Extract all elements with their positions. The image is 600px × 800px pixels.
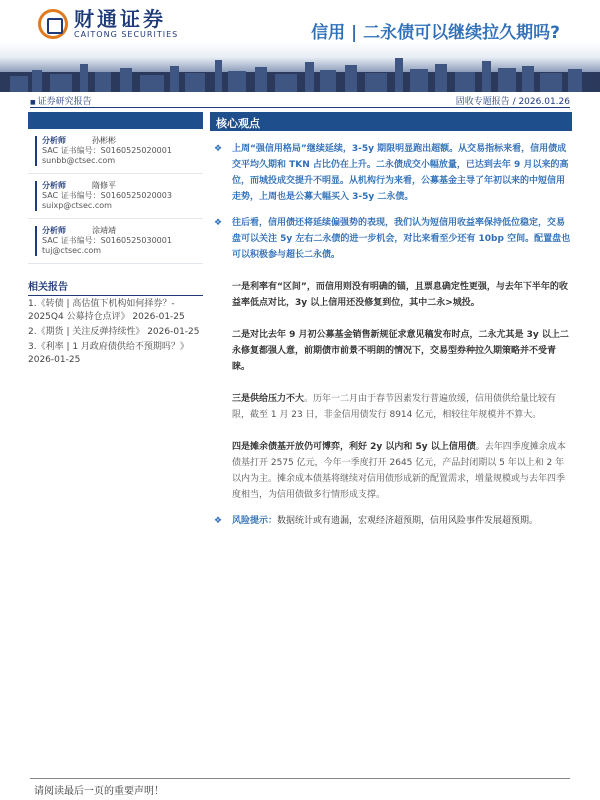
report-subheader — [30, 92, 570, 106]
related-report-link[interactable]: 2.《期货 | 关注反弹持续性》 2026-01-25 — [28, 327, 200, 337]
report-type-label: ■ 证券研究报告 — [30, 94, 92, 107]
paragraph-lead: 四是摊余债基开放仍可博弈，利好 2y 以内和 5y 以上信用债 — [232, 442, 476, 452]
sidebar-header-bar — [28, 112, 203, 129]
paragraph-body: 。去年四季度摊余成本债基打开 2575 亿元，今年一季度打开 2645 亿元，产品封闭期以 5 年以上和 2 年以内为主。摊余成本债基将继续对信用债形成新的配置需求，增量规模或与去年四季度相当，为信用债做多行情形成支撑。 — [232, 442, 566, 500]
paragraph-4 — [210, 439, 572, 503]
core-view-header: 核心观点 — [210, 112, 572, 131]
analyst-email[interactable]: sunbb@ctsec.com — [42, 156, 116, 165]
related-report-link[interactable]: 3.《利率 | 1 月政府债供给不预期吗？》 2026-01-25 — [28, 342, 189, 365]
paragraph-body: 。历年一二月由于春节因素发行普遍放缓，信用债供给量比较有限，截至 1 月 23 日，非金信用债发行 8914 亿元，相较往年规模并不算大。 — [232, 394, 557, 420]
paragraph-lead: 二是对比去年 9 月初公募基金销售新规征求意见稿发布时点，二永尤其是 3y 以上二永修复都强人意 — [232, 330, 569, 356]
logo-english-name: CAITONG SECURITIES — [74, 30, 179, 39]
paragraph-lead: 一是利率有“区间” — [232, 282, 307, 292]
paragraph-body: ，前期债市前景不明朗的情况下，交易型券种拉久期策略并不受青睐。 — [232, 346, 557, 372]
main-content — [210, 112, 572, 529]
risk-label: 风险提示： — [232, 516, 278, 526]
report-date-label: 固收专题报告 / 2026.01.26 — [455, 97, 570, 107]
analyst-cert: SAC 证书编号：S0160525030001 — [42, 236, 172, 245]
paragraph-3 — [210, 391, 572, 423]
analyst-card — [28, 129, 203, 174]
company-logo — [38, 8, 178, 40]
risk-warning — [210, 513, 572, 529]
risk-text: 数据统计或有遗漏，宏观经济超预期，信用风险事件发展超预期。 — [277, 516, 539, 526]
disclaimer-note: 请阅读最后一页的重要声明！ — [34, 786, 164, 797]
analyst-cert: SAC 证书编号：S0160525020001 — [42, 146, 172, 155]
paragraph-body: ，而信用则没有明确的锚，且票息确定性更强，与去年下半年的收益率低点对比，3y 以上信用还没修复到位，其中二永>城投。 — [232, 282, 568, 308]
report-header — [0, 0, 600, 92]
key-point-1: ❖ 上周“强信用格局”继续延续，3-5y 期限明显跑出超额。从交易指标来看，信用债成交平均久期和 TKN 占比仍在上升。二永债成交小幅放量，已达到去年 9 月以来的高位，而城投成交提升不明显。从机构行为来看，公募基金主导了年初以来的中短信用走势，上周也是公募大幅买入 3-5y 二永债。 — [210, 141, 572, 205]
sidebar — [28, 112, 203, 367]
footer-divider — [30, 778, 570, 779]
analyst-role: 分析师 — [42, 181, 66, 190]
analyst-email[interactable]: suixp@ctsec.com — [42, 201, 112, 210]
key-point-2: ❖ 往后看，信用债还将延续偏强势的表现，我们认为短信用收益率保持低位稳定，交易盘可以关注 5y 左右二永债的进一步机会，对比来看至少还有 10bp 空间。配置盘也可以积极参与超长二永债。 — [210, 215, 572, 263]
analyst-name: 隋修平 — [92, 181, 116, 190]
paragraph-1 — [210, 279, 572, 311]
paragraph-2 — [210, 327, 572, 375]
analyst-card — [28, 219, 203, 264]
report-title: 信用 | 二永债可以继续拉久期吗? — [311, 23, 560, 43]
header-divider — [30, 107, 570, 108]
city-skyline-image — [0, 52, 600, 92]
analyst-cert: SAC 证书编号：S0160525020003 — [42, 191, 172, 200]
related-reports-title: 相关报告 — [28, 278, 203, 296]
analyst-name: 涂靖靖 — [92, 226, 116, 235]
analyst-name: 孙彬彬 — [92, 136, 116, 145]
analyst-email[interactable]: tuj@ctsec.com — [42, 246, 102, 255]
related-report-link[interactable]: 1.《转债 | 高估值下机构如何择券？- 2025Q4 公募持仓点评》 2026-01-25 — [28, 299, 185, 322]
logo-chinese-name: 财通证券 — [74, 7, 166, 31]
paragraph-lead: 三是供给压力不大 — [232, 394, 305, 404]
analyst-role: 分析师 — [42, 226, 66, 235]
analyst-role: 分析师 — [42, 136, 66, 145]
logo-icon — [38, 9, 68, 39]
analyst-card — [28, 174, 203, 219]
